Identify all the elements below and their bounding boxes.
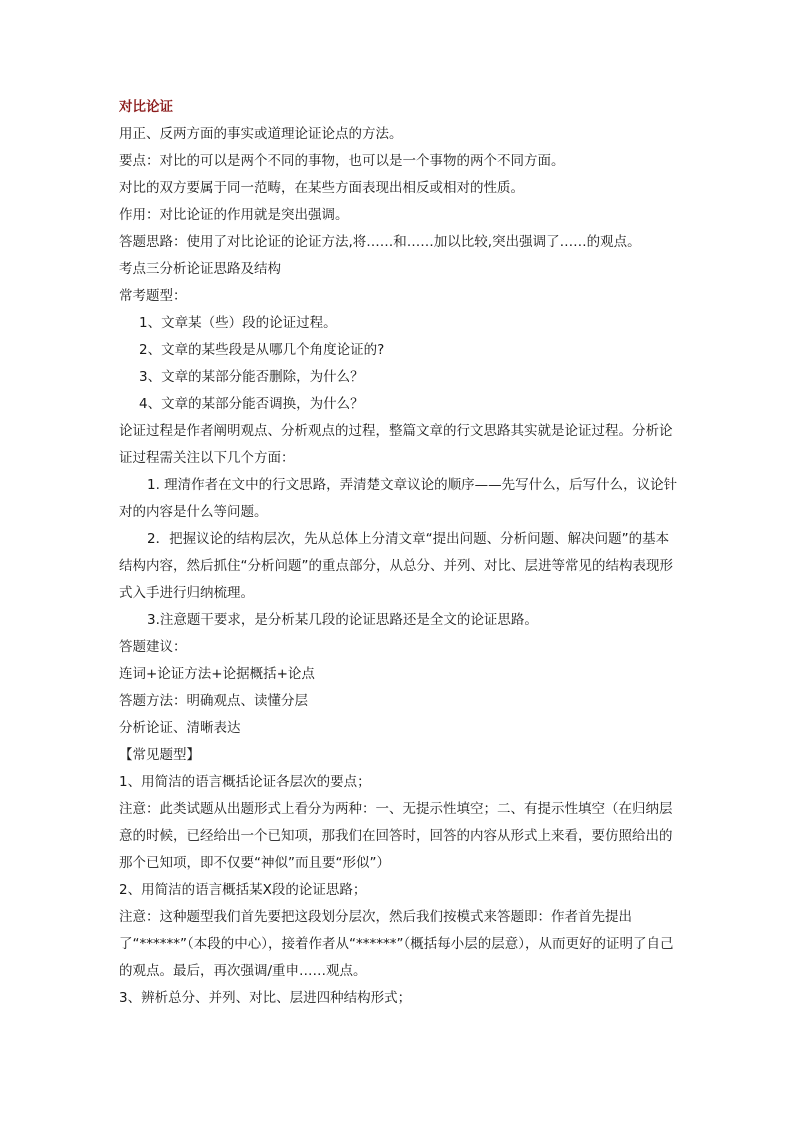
paragraph: 3.注意题干要求，是分析某几段的论证思路还是全文的论证思路。 bbox=[147, 612, 538, 628]
text-line: 1、用简洁的语言概括论证各层次的要点； bbox=[119, 774, 371, 790]
question-item: 4、文章的某部分能否调换，为什么？ bbox=[139, 396, 364, 412]
text-line: 分析论证、清晰表达 bbox=[119, 720, 241, 736]
question-item: 2、文章的某些段是从哪几个角度论证的? bbox=[139, 342, 385, 358]
paragraph: 注意：此类试题从出题形式上看分为两种：一、无提示性填空；二、有提示性填空（在归纳层意的时候，已经给出一个已知项，那我们在回答时，回答的内容从形式上来看，要仿照给出的那个已知项，即不仅要“神似”而且要“形似”） bbox=[119, 801, 673, 871]
paragraph: 注意：这种题型我们首先要把这段划分层次，然后我们按模式来答题即：作者首先提出了“******”（本段的中心），接着作者从“******”（概括每小层的层意），从而更好的证明了自己的观点。最后，再次强调/重申……观点。 bbox=[119, 909, 674, 979]
text-line: 3、辨析总分、并列、对比、层进四种结构形式； bbox=[119, 990, 412, 1006]
question-item: 1、文章某（些）段的论证过程。 bbox=[139, 315, 337, 331]
text-line: 答题方法：明确观点、读懂分层 bbox=[119, 693, 308, 709]
question-item: 3、文章的某部分能否删除，为什么？ bbox=[139, 369, 364, 385]
text-line: 用正、反两方面的事实或道理论证论点的方法。 bbox=[119, 126, 403, 142]
paragraph: 1. 理清作者在文中的行文思路，弄清楚文章议论的顺序——先写什么，后写什么，议论针对的内容是什么等问题。 bbox=[119, 477, 678, 520]
text-line: 考点三分析论证思路及结构 bbox=[119, 261, 281, 277]
text-line: 常考题型： bbox=[119, 288, 187, 304]
text-line: 2、用简洁的语言概括某X段的论证思路； bbox=[119, 882, 367, 898]
section-title: 对比论证 bbox=[119, 99, 173, 115]
text-line: 要点：对比的可以是两个不同的事物，也可以是一个事物的两个不同方面。 bbox=[119, 153, 565, 169]
paragraph: 2．把握议论的结构层次，先从总体上分清文章“提出问题、分析问题、解决问题”的基本结构内容，然后抓住“分析问题”的重点部分，从总分、并列、对比、层进等常见的结构表现形式入手进行归纳梳理。 bbox=[119, 531, 673, 601]
text-line: 对比的双方要属于同一范畴，在某些方面表现出相反或相对的性质。 bbox=[119, 180, 524, 196]
text-line: 作用：对比论证的作用就是突出强调。 bbox=[119, 207, 349, 223]
text-line: 答题思路：使用了对比论证的论证方法,将……和……加以比较,突出强调了……的观点。 bbox=[119, 234, 641, 250]
text-line: 【常见题型】 bbox=[119, 747, 200, 763]
document-body bbox=[119, 94, 679, 1012]
paragraph: 论证过程是作者阐明观点、分析观点的过程，整篇文章的行文思路其实就是论证过程。分析论证过程需关注以下几个方面： bbox=[119, 423, 673, 466]
text-line: 连词+论证方法+论据概括+论点 bbox=[119, 666, 315, 682]
text-line: 答题建议： bbox=[119, 639, 187, 655]
